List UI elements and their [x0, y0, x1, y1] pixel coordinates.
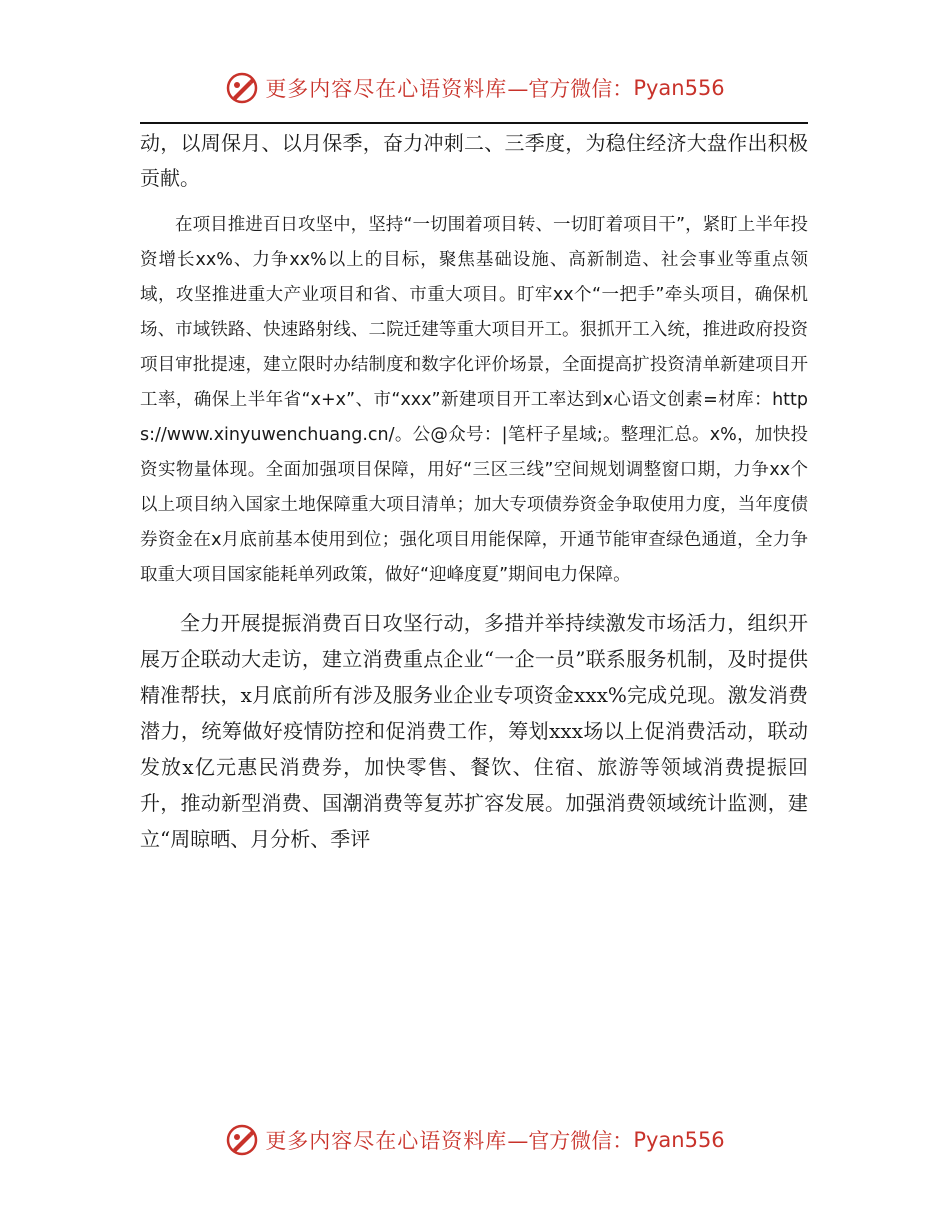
- paragraph-project-push: 在项目推进百日攻坚中，坚持“一切围着项目转、一切盯着项目干”，紧盯上半年投资增长xx%、力争xx%以上的目标，聚焦基础设施、高新制造、社会事业等重点领域，攻坚推进重大产业项目和省、市重大项目。盯牢xx个“一把手”牵头项目，确保机场、市域铁路、快速路射线、二院迁建等重大项目开工。狠抓开工入统，推进政府投资项目审批提速，建立限时办结制度和数字化评价场景，全面提高扩投资清单新建项目开工率，确保上半年省“x+x”、市“xxx”新建项目开工率达到x心语文创素=材库：https://www.xinyuwenchuang.cn/。公@众号：|笔杆子星域;。整理汇总。x%，加快投资实物量体现。全面加强项目保障，用好“三区三线”空间规划调整窗口期，力争xx个以上项目纳入国家土地保障重大项目清单；加大专项债券资金争取使用力度，当年度债券资金在x月底前基本使用到位；强化项目用能保障，开通节能审查绿色通道，全力争取重大项目国家能耗单列政策，做好“迎峰度夏”期间电力保障。: [140, 215, 808, 585]
- banner-wechat-id: Pyan556: [633, 1128, 725, 1152]
- banner-separator-text: —官方微信：: [507, 1129, 634, 1153]
- pen-logo-icon: [225, 71, 259, 105]
- paragraph-consumption: 全力开展提振消费百日攻坚行动，多措并举持续激发市场活力，组织开展万企联动大走访，建立消费重点企业“一企一员”联系服务机制，及时提供精准帮扶，x月底前所有涉及服务业企业专项资金xxx%完成兑现。激发消费潜力，统筹做好疫情防控和促消费工作，筹划xxx场以上促消费活动，联动发放x亿元惠民消费券，加快零售、餐饮、住宿、旅游等领域消费提振回升，推动新型消费、国潮消费等复苏扩容发展。加强消费领域统计监测，建立“周晾晒、月分析、季评: [140, 611, 808, 851]
- banner-main-text: 更多内容尽在心语资料库: [265, 1129, 508, 1153]
- pen-logo-icon: [225, 1123, 259, 1157]
- banner-separator-text: —官方微信：: [507, 77, 634, 101]
- header-divider: [140, 122, 808, 124]
- banner-main-text: 更多内容尽在心语资料库: [265, 77, 508, 101]
- footer-banner: [0, 1120, 950, 1160]
- header-banner: [0, 68, 950, 108]
- banner-wechat-id: Pyan556: [633, 76, 725, 100]
- document-body: [140, 126, 808, 857]
- paragraph-continuation: 动，以周保月、以月保季，奋力冲刺二、三季度，为稳住经济大盘作出积极贡献。: [140, 131, 808, 190]
